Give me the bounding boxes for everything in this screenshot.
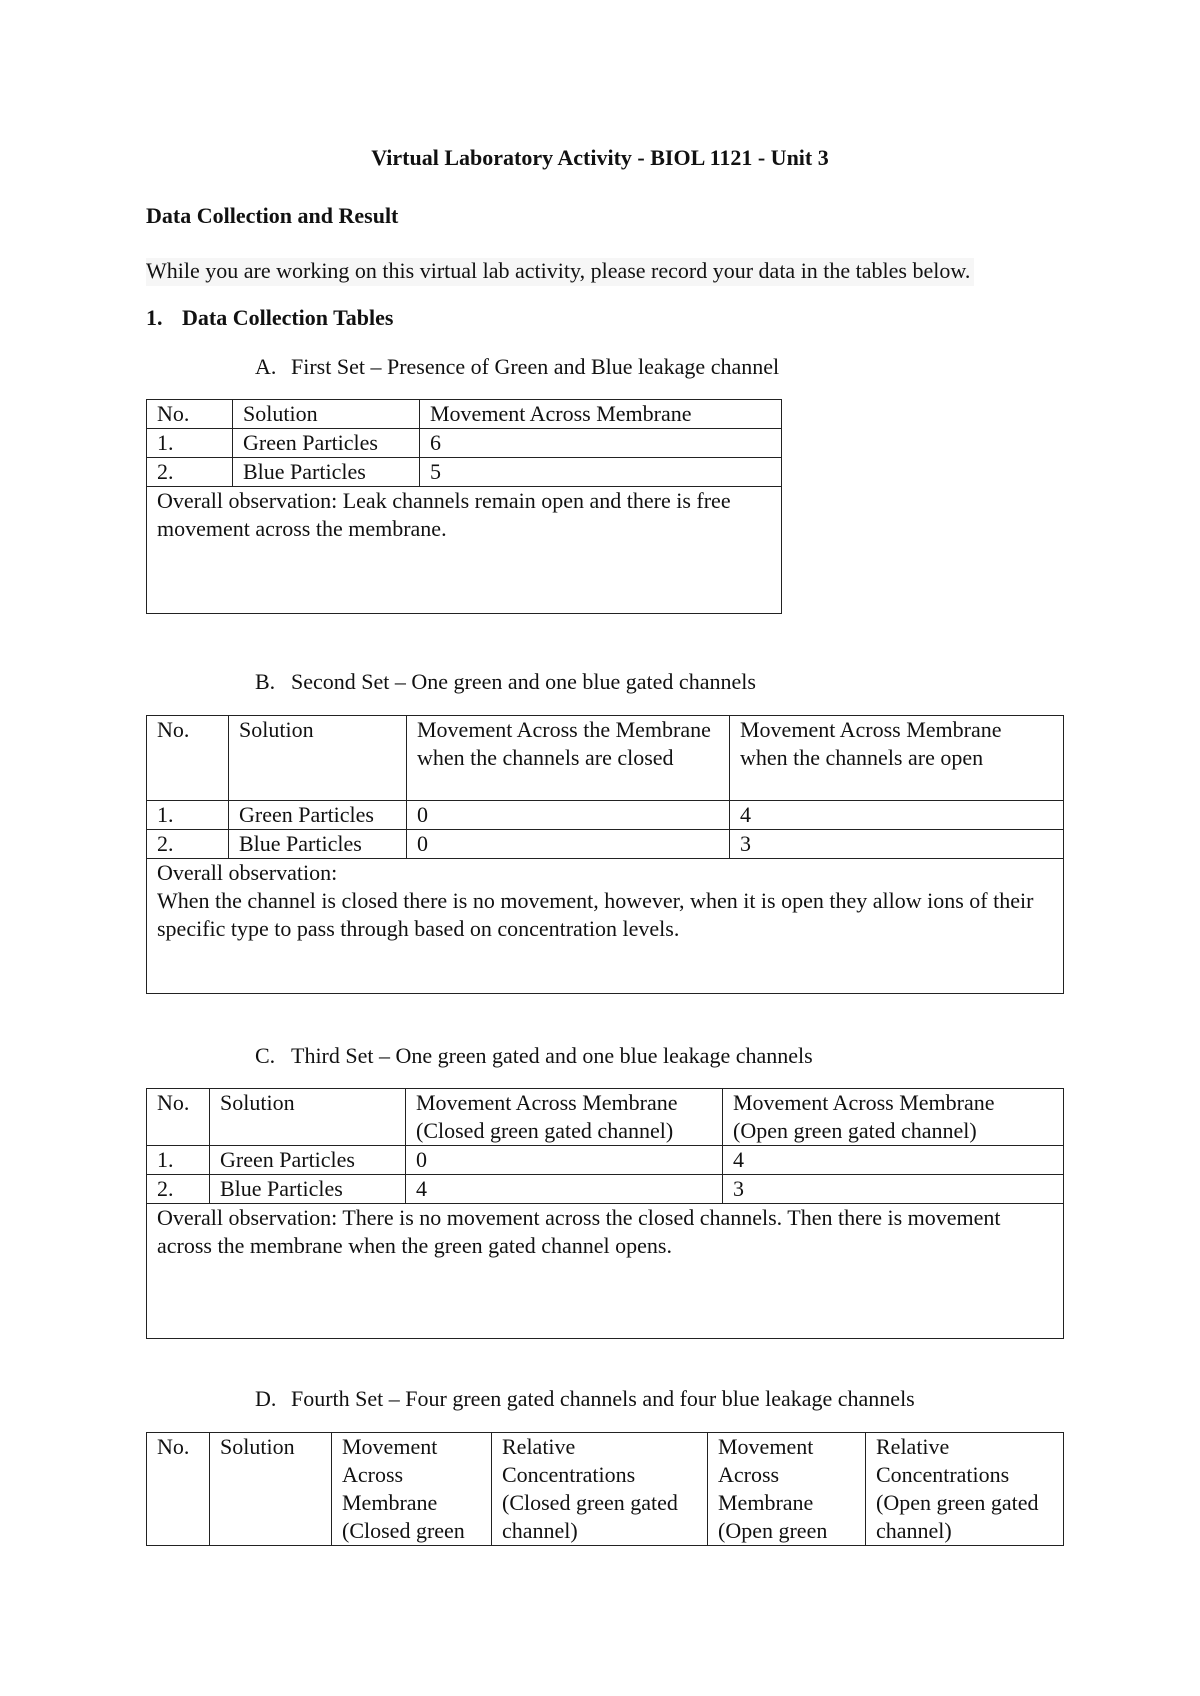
table-row <box>147 830 1064 859</box>
table-c <box>146 1088 1064 1339</box>
table-row <box>147 1204 1064 1339</box>
header-cell: Solution <box>210 1433 332 1546</box>
table-row <box>147 716 1064 801</box>
header-cell: Solution <box>229 716 407 801</box>
table-row <box>147 859 1064 994</box>
list-heading-number: 1. <box>146 305 163 330</box>
table-d <box>146 1432 1064 1546</box>
header-cell: Movement Across Membrane (Closed green <box>332 1433 492 1546</box>
table-row <box>147 1175 1064 1204</box>
header-cell: Solution <box>233 400 420 429</box>
cell: Blue Particles <box>229 830 407 859</box>
table-row <box>147 801 1064 830</box>
cell: 2. <box>147 830 229 859</box>
cell: 1. <box>147 801 229 830</box>
cell: 5 <box>420 458 782 487</box>
cell: 2. <box>147 458 233 487</box>
table-row <box>147 400 782 429</box>
observation-cell: Overall observation: There is no movement across the closed channels. Then there is movement across the membrane when the green gated channel opens. <box>147 1204 1064 1339</box>
cell: 6 <box>420 429 782 458</box>
set-d-title <box>255 1386 915 1412</box>
list-heading <box>146 305 393 331</box>
cell: 3 <box>730 830 1064 859</box>
set-b-title-text: Second Set – One green and one blue gated channels <box>291 669 756 694</box>
list-heading-text: Data Collection Tables <box>182 305 394 330</box>
cell: Green Particles <box>233 429 420 458</box>
header-cell: Movement Across Membrane <box>420 400 782 429</box>
set-c-letter: C. <box>255 1043 276 1068</box>
header-cell: Movement Across Membrane when the channels are open <box>730 716 1064 801</box>
header-cell: Solution <box>210 1089 406 1146</box>
table-row <box>147 458 782 487</box>
set-c-title-text: Third Set – One green gated and one blue leakage channels <box>291 1043 813 1068</box>
cell: 3 <box>723 1175 1064 1204</box>
cell: 0 <box>407 830 730 859</box>
cell: Green Particles <box>229 801 407 830</box>
cell: Green Particles <box>210 1146 406 1175</box>
header-cell: Relative Concentrations (Closed green gated channel) <box>492 1433 708 1546</box>
header-cell: Movement Across Membrane (Open green <box>708 1433 866 1546</box>
header-cell: No. <box>147 400 233 429</box>
cell: 1. <box>147 1146 210 1175</box>
observation-cell: Overall observation: Leak channels remain open and there is free movement across the membrane. <box>147 487 782 614</box>
header-cell: No. <box>147 1433 210 1546</box>
set-b-title <box>255 669 756 695</box>
set-d-title-text: Fourth Set – Four green gated channels and four blue leakage channels <box>291 1386 915 1411</box>
observation-text: When the channel is closed there is no movement, however, when it is open they allow ions of their specific type to pass through based on concentration levels. <box>157 888 1034 941</box>
header-cell: No. <box>147 716 229 801</box>
table-row <box>147 1146 1064 1175</box>
observation-label: Overall observation: <box>157 860 338 885</box>
set-b-letter: B. <box>255 669 276 694</box>
header-cell: No. <box>147 1089 210 1146</box>
observation-cell <box>147 859 1064 994</box>
cell: 4 <box>723 1146 1064 1175</box>
header-cell: Movement Across Membrane (Closed green gated channel) <box>406 1089 723 1146</box>
document-title: Virtual Laboratory Activity - BIOL 1121 - Unit 3 <box>371 145 829 170</box>
table-a <box>146 399 782 614</box>
table-row <box>147 487 782 614</box>
cell: 1. <box>147 429 233 458</box>
header-cell: Movement Across Membrane (Open green gated channel) <box>723 1089 1064 1146</box>
cell: 4 <box>406 1175 723 1204</box>
intro-text: While you are working on this virtual lab activity, please record your data in the tables below. <box>146 258 974 286</box>
table-b <box>146 715 1064 994</box>
set-c-title <box>255 1043 813 1069</box>
table-row <box>147 1433 1064 1546</box>
cell: 0 <box>406 1146 723 1175</box>
set-a-letter: A. <box>255 354 277 379</box>
set-a-title-text: First Set – Presence of Green and Blue leakage channel <box>291 354 780 379</box>
cell: 4 <box>730 801 1064 830</box>
cell: Blue Particles <box>210 1175 406 1204</box>
cell: 2. <box>147 1175 210 1204</box>
set-a-title <box>255 354 779 380</box>
cell: 0 <box>407 801 730 830</box>
table-row <box>147 1089 1064 1146</box>
header-cell: Movement Across the Membrane when the channels are closed <box>407 716 730 801</box>
table-row <box>147 429 782 458</box>
cell: Blue Particles <box>233 458 420 487</box>
header-cell: Relative Concentrations (Open green gated channel) <box>866 1433 1064 1546</box>
set-d-letter: D. <box>255 1386 277 1411</box>
section-heading: Data Collection and Result <box>146 203 399 228</box>
